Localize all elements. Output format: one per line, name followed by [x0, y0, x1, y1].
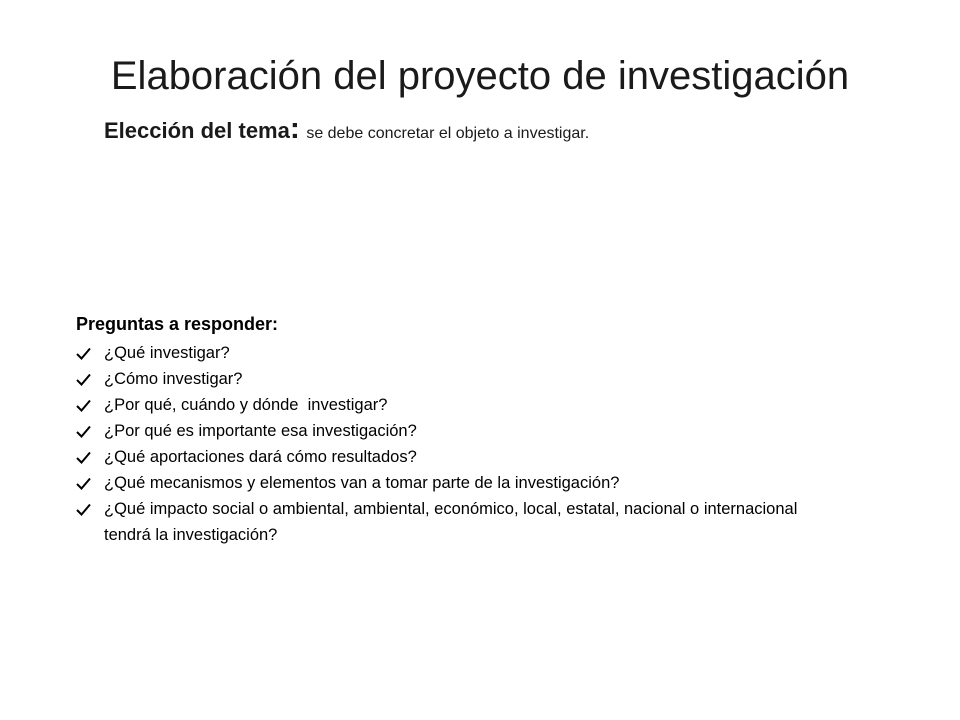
checkmark-icon	[76, 366, 92, 392]
question-text: ¿Qué aportaciones dará cómo resultados?	[104, 448, 417, 466]
questions-heading: Preguntas a responder:	[76, 314, 279, 334]
list-item	[76, 366, 836, 392]
question-text: ¿Qué mecanismos y elementos van a tomar parte de la investigación?	[104, 474, 620, 492]
question-text: ¿Qué impacto social o ambiental, ambiental, económico, local, estatal, nacional o internacional tendrá la investigación?	[104, 500, 798, 544]
slide-title: Elaboración del proyecto de investigación	[110, 54, 850, 98]
question-text: ¿Por qué es importante esa investigación?	[104, 422, 417, 440]
checkmark-icon	[76, 340, 92, 366]
list-item	[76, 470, 836, 496]
list-item	[76, 392, 836, 418]
checkmark-icon	[76, 496, 92, 522]
checkmark-icon	[76, 444, 92, 470]
checkmark-icon	[76, 418, 92, 444]
topic-label: Elección del tema	[104, 118, 290, 143]
checkmark-icon	[76, 470, 92, 496]
topic-subtitle	[104, 112, 590, 145]
questions-section	[76, 308, 836, 548]
list-item	[76, 340, 836, 366]
topic-colon: :	[289, 112, 300, 145]
topic-description: se debe concretar el objeto a investigar.	[306, 125, 590, 142]
question-text: ¿Cómo investigar?	[104, 370, 243, 388]
question-text: ¿Qué investigar?	[104, 344, 230, 362]
question-text: ¿Por qué, cuándo y dónde investigar?	[104, 396, 388, 414]
questions-list	[76, 340, 836, 548]
checkmark-icon	[76, 392, 92, 418]
list-item	[76, 444, 836, 470]
list-item	[76, 496, 836, 548]
list-item	[76, 418, 836, 444]
